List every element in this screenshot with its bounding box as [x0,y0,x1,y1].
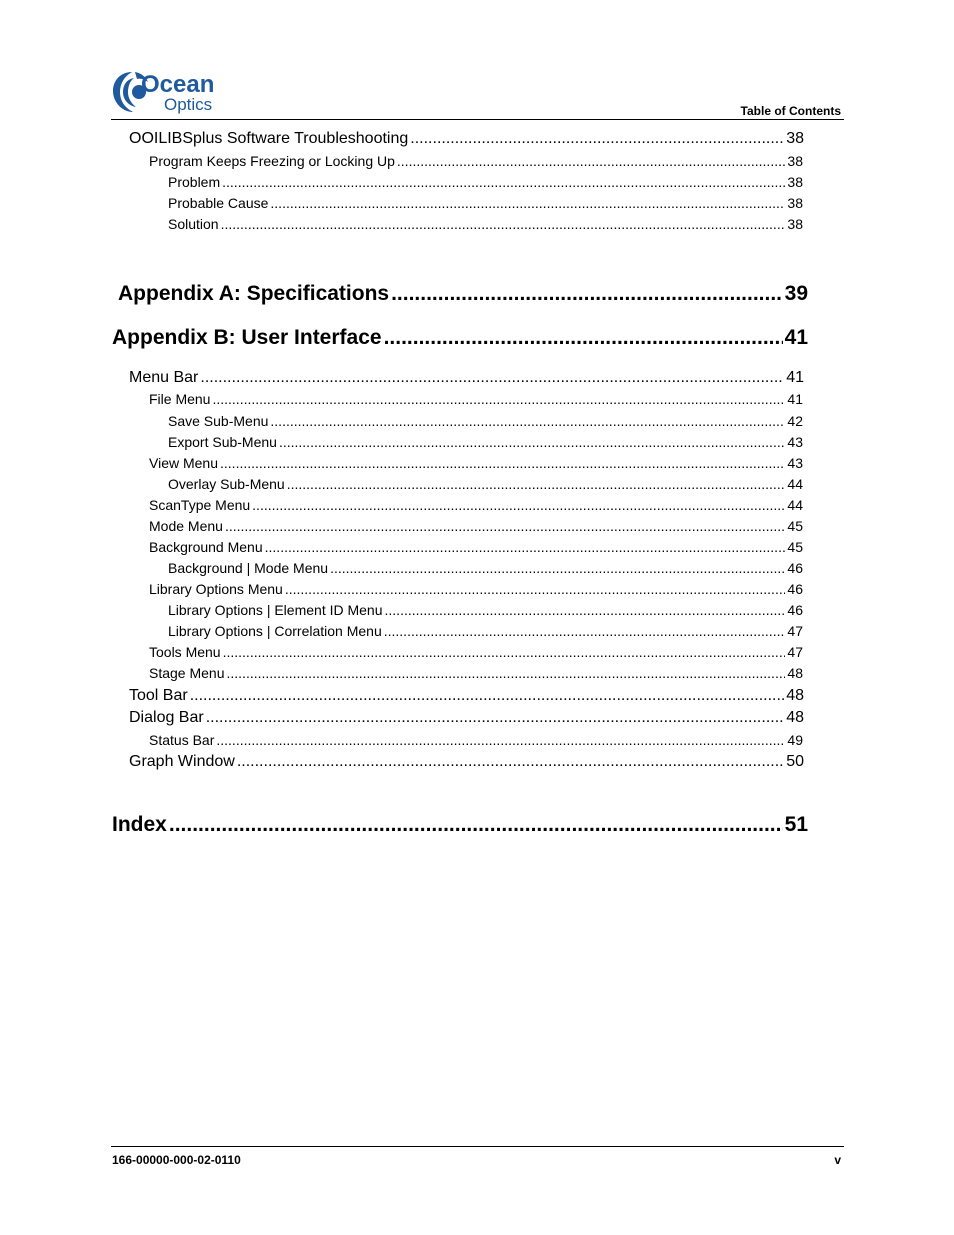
toc-leader-dots [384,623,786,639]
toc-entry-title: Program Keeps Freezing or Locking Up [149,153,395,169]
toc-entry[interactable] [168,216,803,234]
toc-entry-title: Library Options | Element ID Menu [168,602,383,618]
toc-entry-page: 38 [786,130,804,147]
toc-entry[interactable] [149,539,803,557]
toc-leader-dots [385,602,786,618]
toc-leader-dots [227,665,786,681]
toc-entry-page: 43 [787,434,803,450]
toc-entry-title: Status Bar [149,732,215,748]
toc-leader-dots [287,476,786,492]
toc-entry[interactable] [129,130,804,150]
toc-entry-title: Overlay Sub-Menu [168,476,285,492]
toc-entry-page: 49 [787,732,803,748]
toc-entry-title: Graph Window [129,753,235,770]
toc-entry[interactable] [149,455,803,473]
toc-entry-page: 41 [787,391,803,407]
toc-entry-title: Library Options | Correlation Menu [168,623,382,639]
toc-leader-dots [384,326,783,350]
toc-leader-dots [270,195,785,211]
toc-entry-title: Background Menu [149,539,263,555]
toc-entry-title: Mode Menu [149,518,223,534]
toc-leader-dots [265,539,786,555]
toc-entry-page: 47 [787,623,803,639]
toc-leader-dots [410,130,784,148]
toc-entry-page: 47 [787,644,803,660]
toc-entry[interactable] [149,391,803,409]
toc-entry-page: 45 [787,539,803,555]
toc-entry-title: Tools Menu [149,644,221,660]
toc-entry-title: ScanType Menu [149,497,251,513]
toc-entry-title: Problem [168,174,221,190]
toc-entry[interactable] [168,560,803,578]
toc-entry-page: 46 [787,560,803,576]
toc-leader-dots [190,687,785,705]
toc-entry[interactable] [129,369,804,389]
footer-page-number: v [834,1153,841,1167]
toc-leader-dots [225,518,785,534]
toc-leader-dots [285,581,786,597]
toc-entry-title: Tool Bar [129,687,188,704]
toc-entry-page: 45 [787,518,803,534]
toc-entry[interactable] [149,665,803,683]
toc-entry-title: Stage Menu [149,665,225,681]
toc-leader-dots [216,732,785,748]
toc-entry-page: 38 [787,174,803,190]
toc-entry-title: Export Sub-Menu [168,434,277,450]
toc-leader-dots [279,434,785,450]
toc-leader-dots [397,153,786,169]
toc-entry[interactable] [112,813,808,839]
toc-leader-dots [220,455,785,471]
toc-entry[interactable] [168,174,803,192]
toc-entry-title: Dialog Bar [129,709,204,726]
toc-entry[interactable] [129,753,804,773]
toc-entry-page: 38 [787,216,803,232]
header-section-title: Table of Contents [740,104,841,118]
toc-leader-dots [237,753,784,771]
toc-leader-dots [212,391,785,407]
toc-entry-title: Background | Mode Menu [168,560,329,576]
toc-entry-page: 51 [784,813,808,836]
toc-entry[interactable] [168,623,803,641]
toc-entry-title: View Menu [149,455,219,471]
toc-entry[interactable] [118,282,808,308]
toc-entry-page: 43 [787,455,803,471]
toc-entry-title: Save Sub-Menu [168,413,269,429]
toc-leader-dots [206,709,785,727]
toc-entry-title: Solution [168,216,219,232]
toc-leader-dots [222,174,785,190]
toc-entry-page: 46 [787,581,803,597]
toc-entry[interactable] [168,195,803,213]
toc-entry-page: 38 [787,153,803,169]
toc-entry-page: 44 [787,476,803,492]
toc-entry-page: 39 [784,282,808,305]
footer-rule [111,1146,844,1147]
toc-entry[interactable] [168,476,803,494]
toc-entry[interactable] [149,497,803,515]
toc-entry[interactable] [168,602,803,620]
toc-entry[interactable] [129,687,804,707]
toc-entry[interactable] [149,644,803,662]
toc-entry[interactable] [129,709,804,729]
toc-entry-title: Appendix B: User Interface [112,326,382,349]
toc-leader-dots [330,560,785,576]
toc-entry-page: 41 [784,326,808,349]
toc-entry-page: 48 [786,709,804,726]
ocean-optics-logo [111,70,231,116]
toc-entry[interactable] [149,581,803,599]
toc-entry-title: Index [112,813,167,836]
toc-entry-title: Probable Cause [168,195,269,211]
toc-leader-dots [169,813,783,837]
toc-entry-page: 42 [787,413,803,429]
toc-entry-page: 48 [787,665,803,681]
toc-entry[interactable] [168,413,803,431]
toc-leader-dots [270,413,785,429]
logo-text-bottom: Optics [164,95,213,114]
toc-leader-dots [252,497,785,513]
toc-leader-dots [391,282,783,306]
toc-entry-title: Menu Bar [129,369,199,386]
footer-doc-number: 166-00000-000-02-0110 [112,1153,241,1167]
toc-entry-page: 38 [787,195,803,211]
toc-entry-page: 50 [786,753,804,770]
toc-entry[interactable] [149,518,803,536]
toc-entry[interactable] [149,153,803,171]
toc-entry-page: 46 [787,602,803,618]
toc-entry-title: Library Options Menu [149,581,283,597]
toc-leader-dots [221,216,786,232]
header-rule [111,119,844,120]
toc-entry-title: File Menu [149,391,211,407]
toc-leader-dots [200,369,784,387]
toc-entry-page: 41 [786,369,804,386]
toc-entry-title: OOILIBSplus Software Troubleshooting [129,130,409,147]
toc-entry[interactable] [168,434,803,452]
toc-entry-page: 48 [786,687,804,704]
toc-entry-page: 44 [787,497,803,513]
toc-entry-title: Appendix A: Specifications [118,282,390,305]
logo-text-top: Ocean [141,71,215,98]
toc-entry[interactable] [149,732,803,750]
toc-entry[interactable] [112,326,808,352]
toc-leader-dots [223,644,786,660]
